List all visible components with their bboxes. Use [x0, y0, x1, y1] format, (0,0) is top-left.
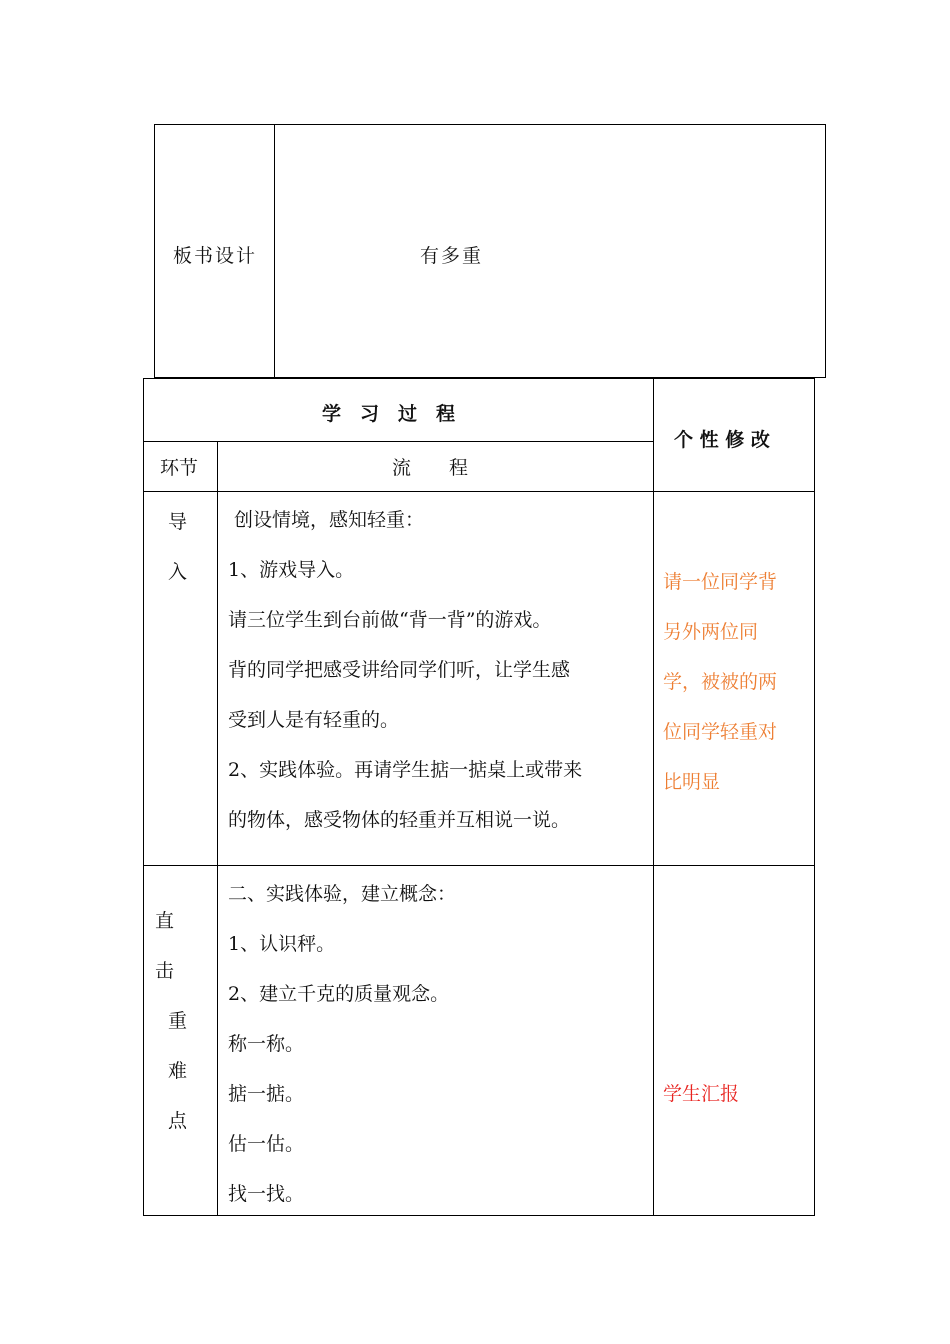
flow-line: 估一估。 [228, 1133, 305, 1155]
note-line: 学，被被的两 [663, 671, 778, 693]
flow-line: 1、游戏导入。 [228, 559, 355, 581]
flow-line: 2、实践体验。再请学生掂一掂桌上或带来 [228, 759, 583, 781]
flow-line: 请三位学生到台前做“背一背”的游戏。 [228, 609, 552, 631]
note-line: 位同学轻重对 [663, 721, 778, 743]
divider-row-1 [144, 865, 814, 866]
divider-personal [653, 379, 654, 1215]
flow-line: 掂一掂。 [228, 1083, 305, 1105]
flow-line: 称一称。 [228, 1033, 305, 1055]
divider-row-0 [144, 491, 814, 492]
board-label-cell [155, 125, 275, 377]
stage-char: 直 [155, 910, 175, 932]
note-line: 另外两位同 [663, 621, 759, 643]
flow-line: 找一找。 [228, 1183, 305, 1205]
flow-line: 背的同学把感受讲给同学们听，让学生感 [228, 659, 571, 681]
flow-line: 2、建立千克的质量观念。 [228, 983, 450, 1005]
stage-char: 重 [168, 1010, 188, 1032]
flow-line: 1、认识秤。 [228, 933, 336, 955]
flow-line: 创设情境，感知轻重： [228, 509, 425, 531]
flow-line: 受到人是有轻重的。 [228, 709, 400, 731]
board-design-table [154, 124, 826, 378]
column-stage-header: 环节 [160, 457, 199, 479]
board-label: 板书设计 [173, 245, 258, 267]
note-line: 学生汇报 [663, 1083, 740, 1105]
flow-line: 的物体，感受物体的轻重并互相说一说。 [228, 809, 571, 831]
stage-char: 难 [168, 1060, 188, 1082]
note-line: 请一位同学背 [663, 571, 778, 593]
stage-char: 点 [168, 1110, 188, 1132]
flow-line: 二、实践体验，建立概念： [228, 883, 457, 905]
note-line: 比明显 [663, 771, 721, 793]
process-title: 学 习 过 程 [322, 403, 456, 425]
column-flow-header: 流 程 [392, 457, 469, 479]
board-content: 有多重 [420, 245, 484, 267]
divider-header [144, 441, 653, 442]
personal-title: 个 性 修 改 [674, 429, 770, 451]
process-table [143, 378, 815, 1216]
stage-char: 击 [155, 960, 175, 982]
stage-char: 导 [168, 511, 188, 533]
stage-char: 入 [168, 561, 188, 583]
divider-stage [217, 441, 218, 1215]
